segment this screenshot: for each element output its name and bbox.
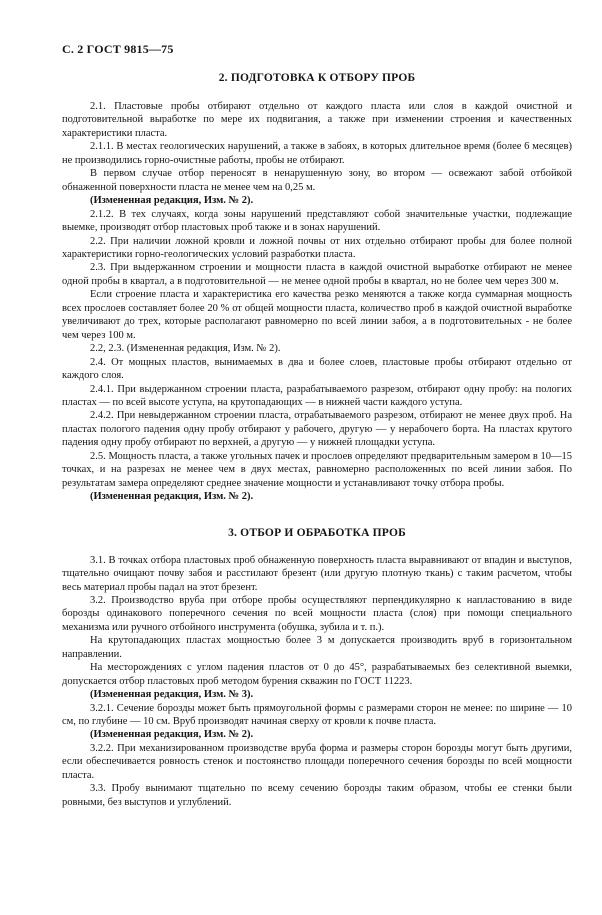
paragraph-2-1-1: 2.1.1. В местах геологических нарушений, а также в забоях, в которых длительное время (более 6 месяцев) не производились горно-очистные работы, пробы не отбирают. bbox=[62, 141, 572, 166]
amendment-note-2-2-2-3: 2.2, 2.3. (Измененная редакция, Изм. № 2). bbox=[90, 343, 281, 355]
section-2-title: 2. ПОДГОТОВКА К ОТБОРУ ПРОБ bbox=[218, 72, 416, 84]
paragraph-3-2: 3.2. Производство вруба при отборе пробы осуществляют перпендикулярно к напластованию в виде борозды одинакового поперечного сечения по всей мощности пласта (слоя) при помощи специального механизма или ручного отбойного инструмента (обушка, зубила и т. п.). bbox=[62, 594, 572, 633]
paragraph-3-2-cont-1: На крутопадающих пластах мощностью более 3 м допускается производить вруб в горизонтальном направлении. bbox=[62, 635, 572, 660]
amendment-note: (Измененная редакция, Изм. № 3). bbox=[90, 689, 254, 701]
paragraph-2-3: 2.3. При выдержанном строении и мощности пласта в каждой очистной выработке отбирают не менее одной пробы в квартал, а в подготовительной — не менее одной пробы в квартал, но не более чем через 300 м. bbox=[62, 262, 572, 287]
amendment-note: (Измененная редакция, Изм. № 2). bbox=[90, 491, 254, 503]
running-head: С. 2 ГОСТ 9815—75 bbox=[62, 42, 174, 56]
paragraph-2-3-cont: Если строение пласта и характеристика его качества резко меняются а также когда суммарная мощность всех прослоев составляет более 20 % от общей мощности пласта, количество проб в каждой очистной выработке увеличивают до трех, которые располагают равномерно по всей линии забоя, а в подготовительных - не более чем через 100 м. bbox=[62, 289, 572, 341]
paragraph-3-2-2: 3.2.2. При механизированном производстве вруба форма и размеры сторон борозды могут быть другими, если обеспечивается ровность стенок и постоянство площади поперечного сечения борозды по всей мощности пласта. bbox=[62, 742, 572, 781]
amendment-note: (Измененная редакция, Изм. № 2). bbox=[90, 729, 254, 741]
section-3-title: 3. ОТБОР И ОБРАБОТКА ПРОБ bbox=[228, 526, 406, 539]
paragraph-2-2: 2.2. При наличии ложной кровли и ложной почвы от них отдельно отбирают пробы для более полной характеристики горно-геологических условий разработки пласта. bbox=[62, 235, 572, 260]
paragraph-2-4-1: 2.4.1. При выдержанном строении пласта, разрабатываемого разрезом, отбирают одну пробу: на пологих пластах — по всей высоте уступа, на крутопадающих — в нижней части каждого уступа. bbox=[62, 383, 572, 408]
paragraph-3-2-cont-2: На месторождениях с углом падения пластов от 0 до 45°, разрабатываемых без селективной выемки, допускается отбор пластовых проб методом бурения скважин по ГОСТ 11223. bbox=[62, 662, 572, 687]
paragraph-2-5: 2.5. Мощность пласта, а также угольных пачек и прослоев определяют предварительным замером в 10—15 точках, и на разрезах не менее чем в двух местах, равномерно расположенных по всей линии забоя. По результатам замера определяют среднее значение мощности и устанавливают точку отбора пробы. bbox=[62, 450, 572, 489]
section-3 bbox=[62, 526, 572, 810]
paragraph-2-1-1-cont: В первом случае отбор переносят в ненарушенную зону, во втором — освежают забой отбойкой обнаженной поверхности пласта не менее чем на 0,25 м. bbox=[62, 168, 572, 193]
paragraph-3-2-1: 3.2.1. Сечение борозды может быть прямоугольной формы с размерами сторон не менее: по ширине — 10 см, по глубине — 10 см. Вруб производят начиная сверху от кровли к почве пласта. bbox=[62, 702, 572, 728]
paragraph-2-4: 2.4. От мощных пластов, вынимаемых в два и более слоев, пластовые пробы отбирают отдельно от каждого слоя. bbox=[62, 356, 572, 382]
paragraph-2-4-2: 2.4.2. При невыдержанном строении пласта, отрабатываемого разрезом, отбирают не менее двух проб. На пластах пологого падения одну пробу отбирают у рабочего, другую — у нерабочего борта. На пластах крутого падения одну пробу отбирают по верхней, а другую — у нижней площадки уступа. bbox=[62, 410, 572, 449]
paragraph-3-1: 3.1. В точках отбора пластовых проб обнаженную поверхность пласта выравнивают от впадин и выступов, тщательно очищают почву забоя и расстилают брезент (или другую плотную ткань) с таким расчетом, чтобы весь материал пробы падал на этот брезент. bbox=[62, 554, 572, 593]
paragraph-2-1-2: 2.1.2. В тех случаях, когда зоны нарушений представляют собой значительные участки, подлежащие выемке, производят отбор пластовых проб также и в зонах нарушений. bbox=[62, 208, 572, 234]
section-2 bbox=[62, 71, 572, 504]
paragraph-2-1: 2.1. Пластовые пробы отбирают отдельно от каждого пласта или слоя в каждой очистной и подготовительной выработке по мере их подвигания, а также при изменении строения и качественных характеристики пласта. bbox=[62, 101, 572, 139]
paragraph-3-3: 3.3. Пробу вынимают тщательно по всему сечению борозды таким образом, чтобы ее стенки были ровными, без выступов и углублений. bbox=[62, 783, 572, 808]
amendment-note: (Измененная редакция, Изм. № 2). bbox=[90, 195, 254, 207]
